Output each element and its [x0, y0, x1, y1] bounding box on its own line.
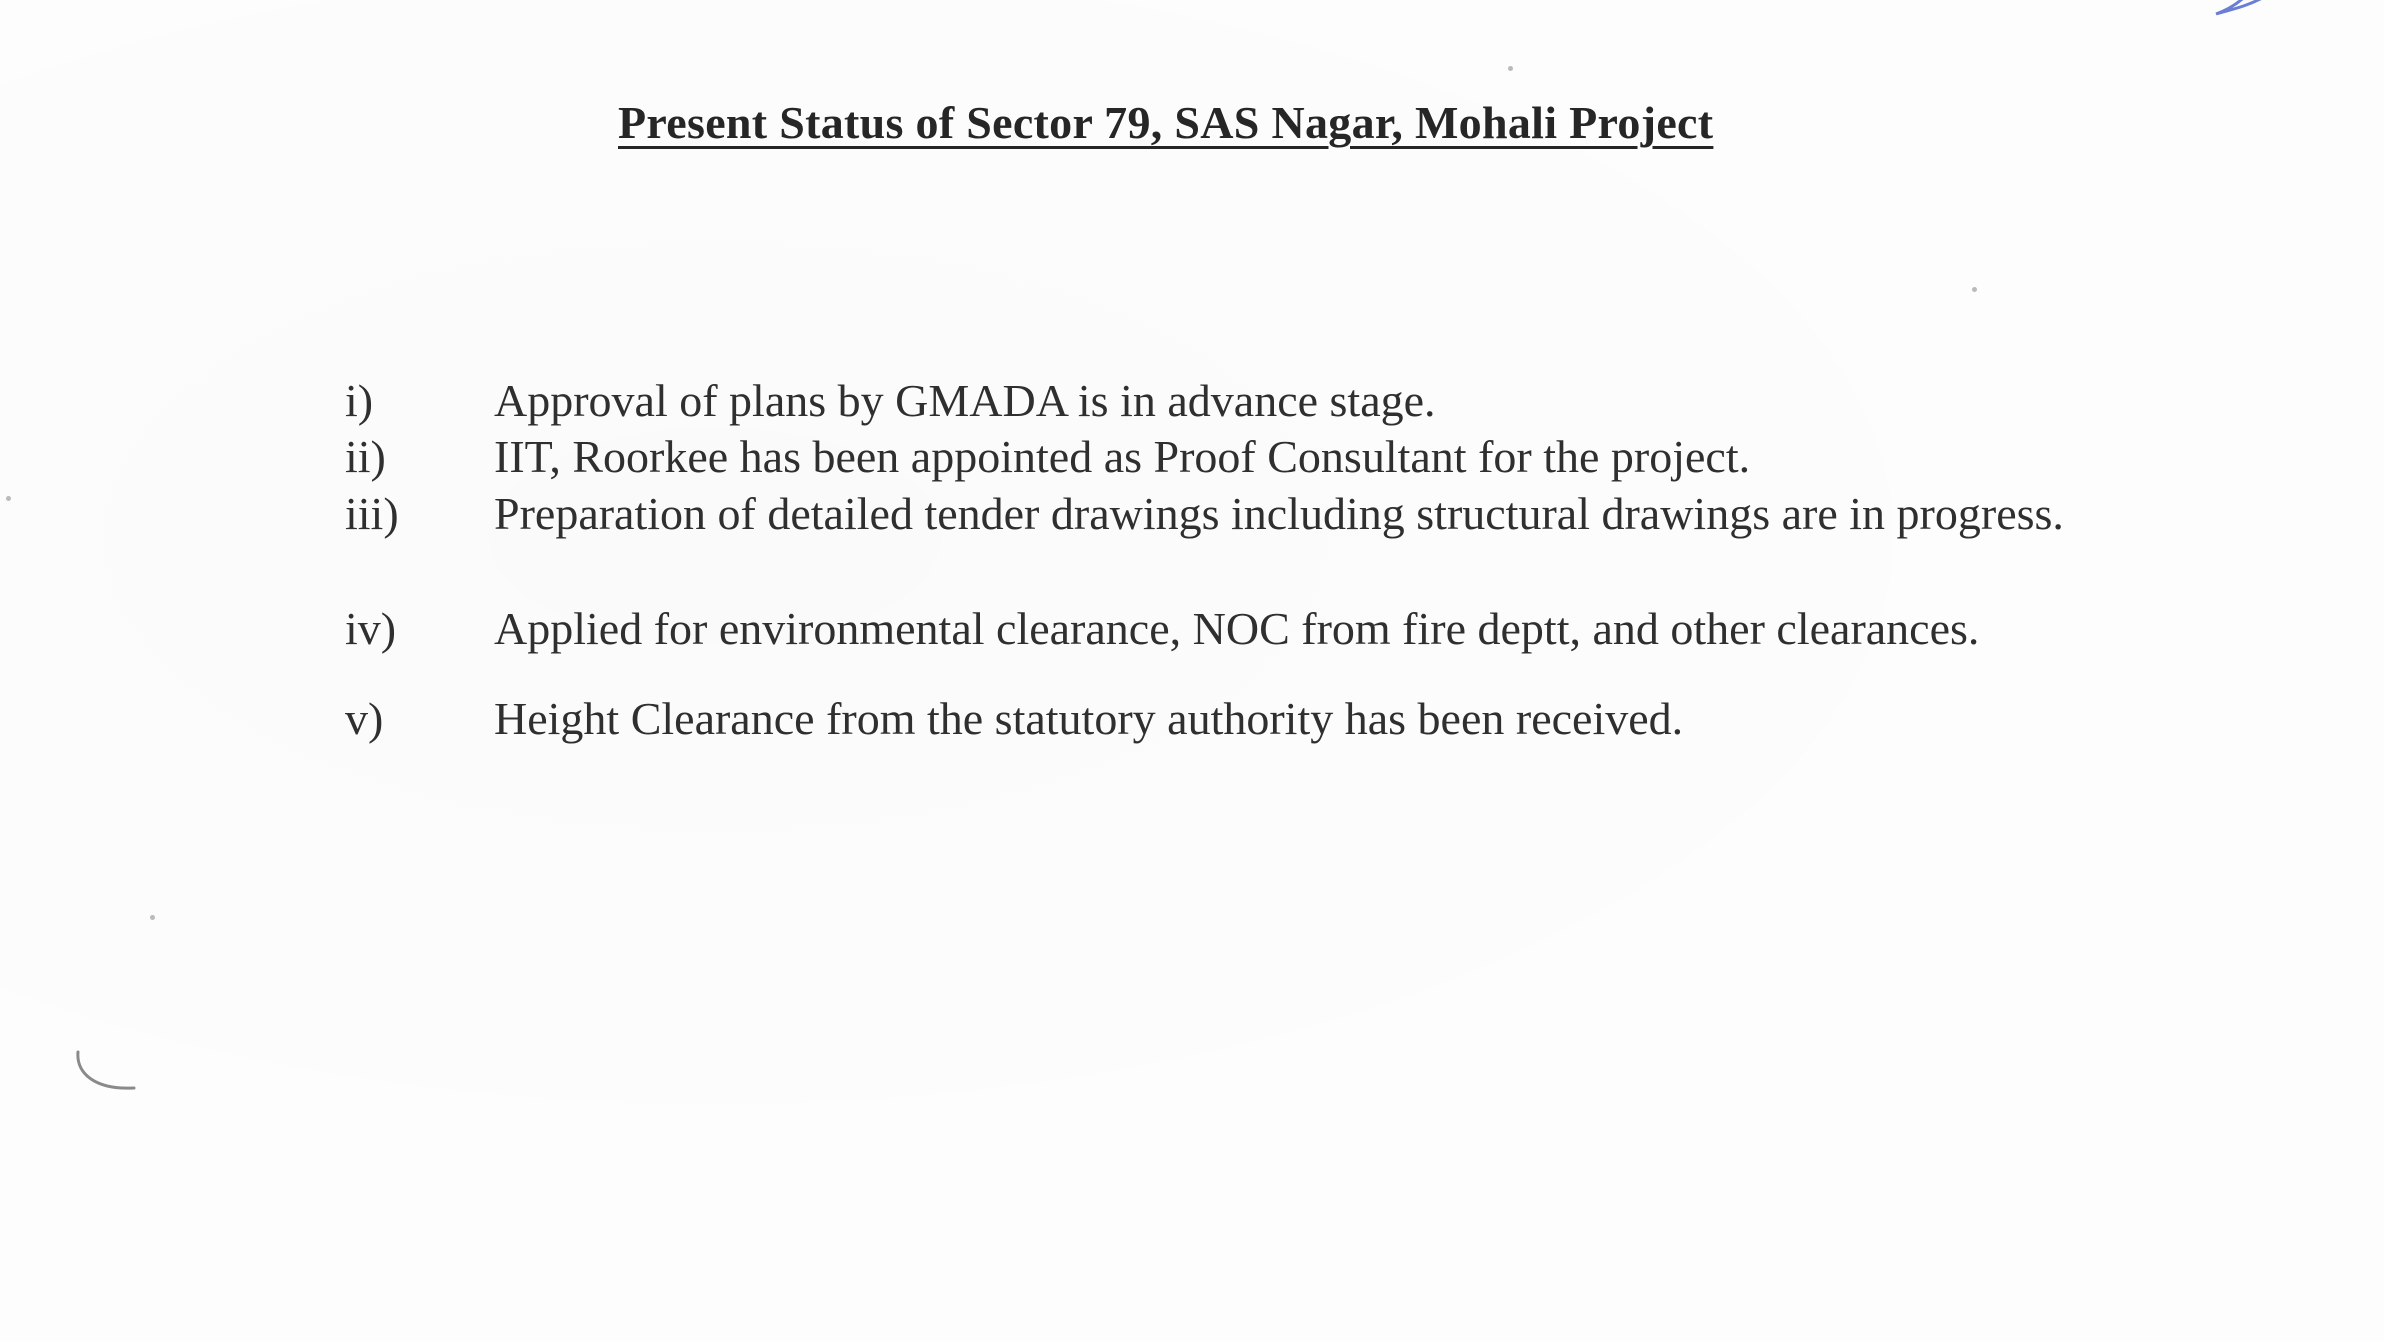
list-item-number: iii): [345, 488, 399, 539]
list-item-text: Applied for environmental clearance, NOC from fire deptt, and other clearances.: [494, 603, 1980, 654]
scan-speck: [6, 496, 11, 501]
list-item-number: i): [345, 375, 374, 426]
document-title: Present Status of Sector 79, SAS Nagar, Mohali Project: [618, 97, 1714, 148]
list-item-text: Height Clearance from the statutory authority has been received.: [494, 693, 1684, 744]
list-item-text: Approval of plans by GMADA is in advance stage.: [494, 375, 1436, 426]
scan-speck: [1972, 287, 1977, 292]
list-item-number: iv): [345, 603, 397, 654]
scan-mark: [72, 1050, 142, 1100]
list-item-text: Preparation of detailed tender drawings including structural drawings are in progress.: [494, 488, 2064, 539]
scan-speck: [1508, 66, 1513, 71]
list-item-number: v): [345, 693, 384, 744]
scan-speck: [150, 915, 155, 920]
list-item-text: IIT, Roorkee has been appointed as Proof Consultant for the project.: [494, 431, 1751, 482]
list-item-number: ii): [345, 431, 386, 482]
pen-mark: [2210, 0, 2270, 20]
